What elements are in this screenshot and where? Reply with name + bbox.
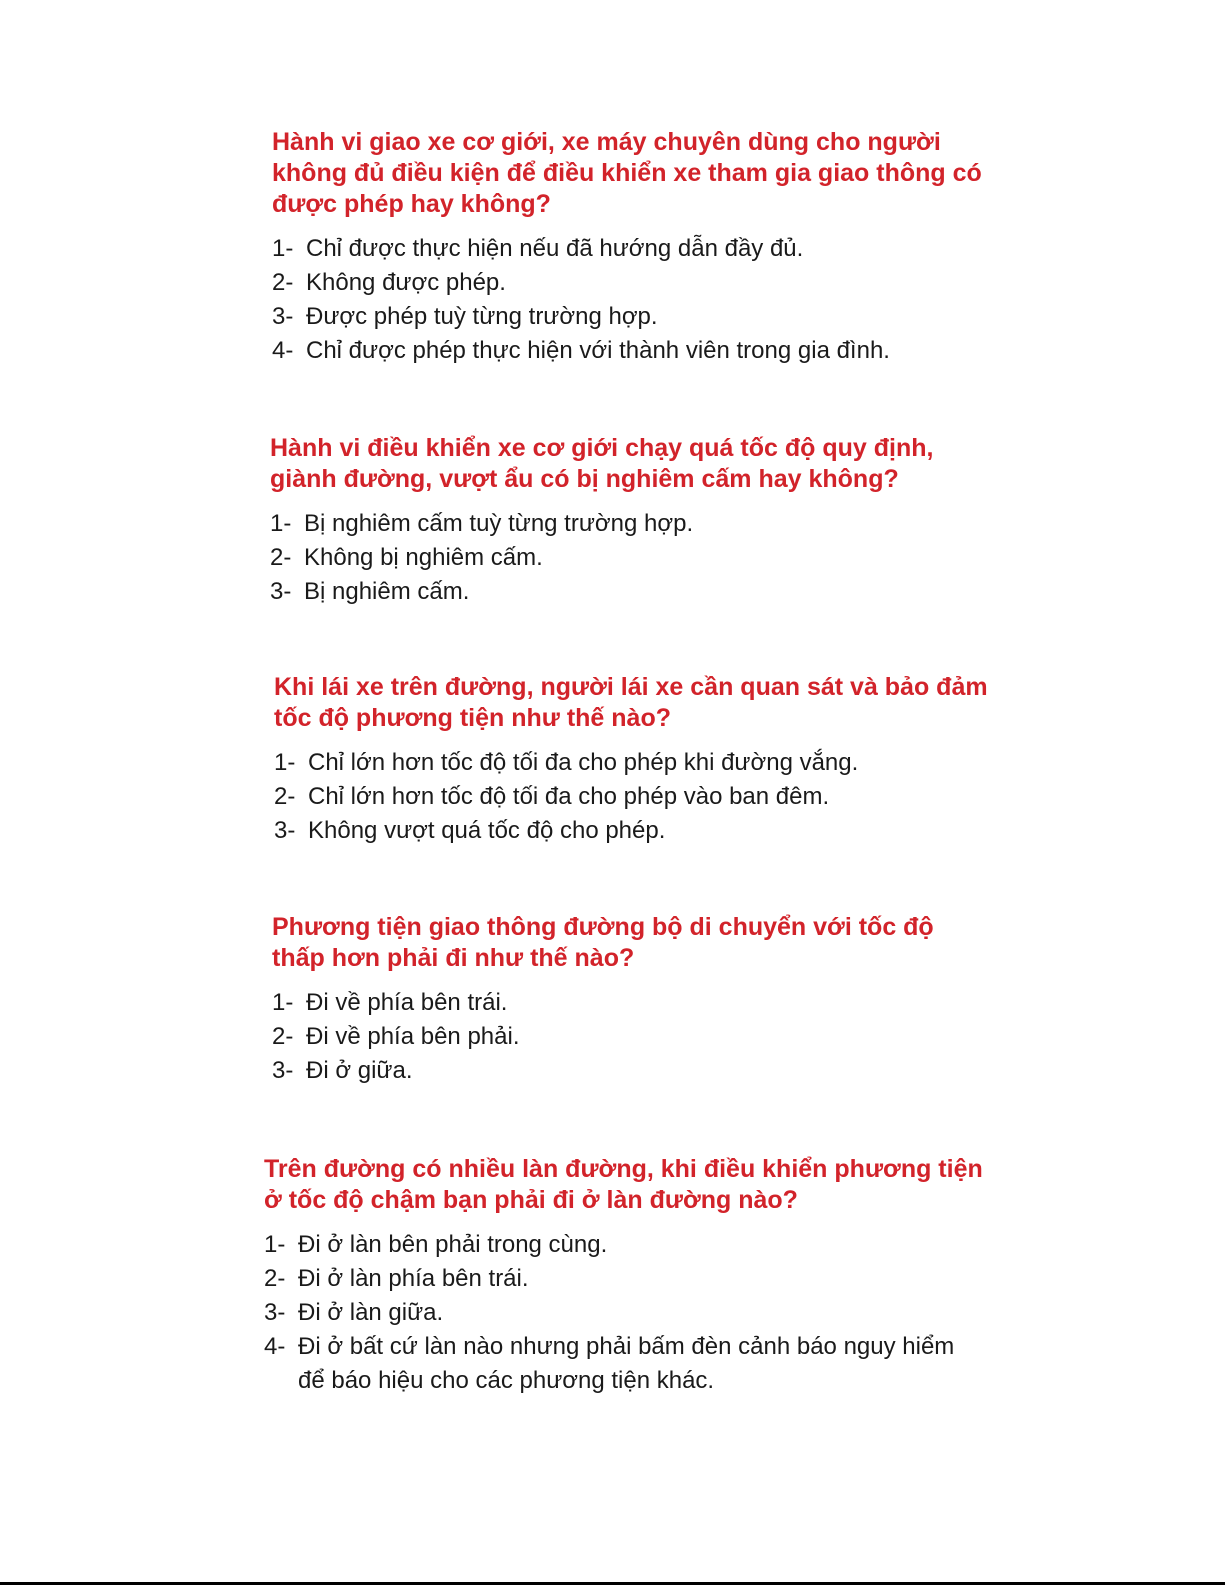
option-number: 1-: [270, 510, 292, 537]
option-number: 3-: [272, 1057, 294, 1084]
answer-option: [272, 986, 992, 1020]
option-number: 1-: [272, 235, 294, 262]
answer-option: [272, 1054, 992, 1088]
answer-option: [270, 541, 990, 575]
question-title: Khi lái xe trên đường, người lái xe cần quan sát và bảo đảm tốc độ phương tiện như thế nào?: [274, 673, 988, 732]
option-text: Được phép tuỳ từng trường hợp.: [306, 303, 658, 330]
option-text: Đi ở làn bên phải trong cùng.: [298, 1231, 608, 1258]
question-title: Hành vi điều khiển xe cơ giới chạy quá tốc độ quy định, giành đường, vượt ẩu có bị nghiêm cấm hay không?: [270, 434, 934, 493]
question-title: Trên đường có nhiều làn đường, khi điều khiển phương tiện ở tốc độ chậm bạn phải đi ở làn đường nào?: [264, 1155, 983, 1214]
option-number: 3-: [272, 303, 294, 330]
answer-option: [274, 746, 994, 780]
option-text: Đi ở giữa.: [306, 1057, 413, 1084]
option-text: Không bị nghiêm cấm.: [304, 544, 543, 571]
answer-option: [272, 1020, 992, 1054]
question-title: Phương tiện giao thông đường bộ di chuyển với tốc độ thấp hơn phải đi như thế nào?: [272, 913, 934, 972]
option-text: Đi về phía bên trái.: [306, 989, 508, 1016]
answer-option: [274, 814, 994, 848]
answer-option: [264, 1330, 984, 1398]
option-text: Không được phép.: [306, 269, 506, 296]
question-block: [272, 912, 992, 1088]
option-number: 2-: [274, 783, 296, 810]
answer-option: [264, 1296, 984, 1330]
option-number: 1-: [264, 1231, 286, 1258]
answer-option: [264, 1228, 984, 1262]
option-number: 2-: [272, 269, 294, 296]
option-text: Bị nghiêm cấm.: [304, 578, 470, 605]
option-number: 2-: [272, 1023, 294, 1050]
option-number: 4-: [264, 1333, 286, 1360]
answer-option: [274, 780, 994, 814]
option-number: 3-: [264, 1299, 286, 1326]
option-text: Bị nghiêm cấm tuỳ từng trường hợp.: [304, 510, 694, 537]
answer-option: [270, 575, 990, 609]
option-text: Chỉ lớn hơn tốc độ tối đa cho phép khi đường vắng.: [308, 749, 859, 776]
answer-list: [272, 986, 992, 1088]
question-block: [264, 1154, 984, 1398]
question-block: [270, 433, 990, 609]
answer-option: [272, 334, 992, 368]
option-number: 4-: [272, 337, 294, 364]
question-block: [272, 127, 992, 368]
answer-list: [274, 746, 994, 848]
option-number: 2-: [270, 544, 292, 571]
answer-list: [272, 232, 992, 368]
option-text: Chỉ được phép thực hiện với thành viên trong gia đình.: [306, 337, 890, 364]
answer-option: [264, 1262, 984, 1296]
answer-list: [270, 507, 990, 609]
question-block: [274, 672, 994, 848]
answer-option: [272, 266, 992, 300]
answer-option: [272, 232, 992, 266]
option-text: Đi ở làn giữa.: [298, 1299, 444, 1326]
option-number: 2-: [264, 1265, 286, 1292]
answer-list: [264, 1228, 984, 1398]
option-text: Đi ở làn phía bên trái.: [298, 1265, 529, 1292]
option-text: Không vượt quá tốc độ cho phép.: [308, 817, 666, 844]
option-number: 1-: [272, 989, 294, 1016]
option-number: 3-: [270, 578, 292, 605]
answer-option: [272, 300, 992, 334]
option-text: Chỉ được thực hiện nếu đã hướng dẫn đầy đủ.: [306, 235, 804, 262]
option-text: Đi ở bất cứ làn nào nhưng phải bấm đèn cảnh báo nguy hiểm để báo hiệu cho các phương tiện khác.: [298, 1333, 955, 1394]
option-text: Đi về phía bên phải.: [306, 1023, 520, 1050]
answer-option: [270, 507, 990, 541]
question-title: Hành vi giao xe cơ giới, xe máy chuyên dùng cho người không đủ điều kiện để điều khiển xe tham gia giao thông có được phép hay không?: [272, 128, 982, 218]
option-text: Chỉ lớn hơn tốc độ tối đa cho phép vào ban đêm.: [308, 783, 830, 810]
option-number: 3-: [274, 817, 296, 844]
option-number: 1-: [274, 749, 296, 776]
